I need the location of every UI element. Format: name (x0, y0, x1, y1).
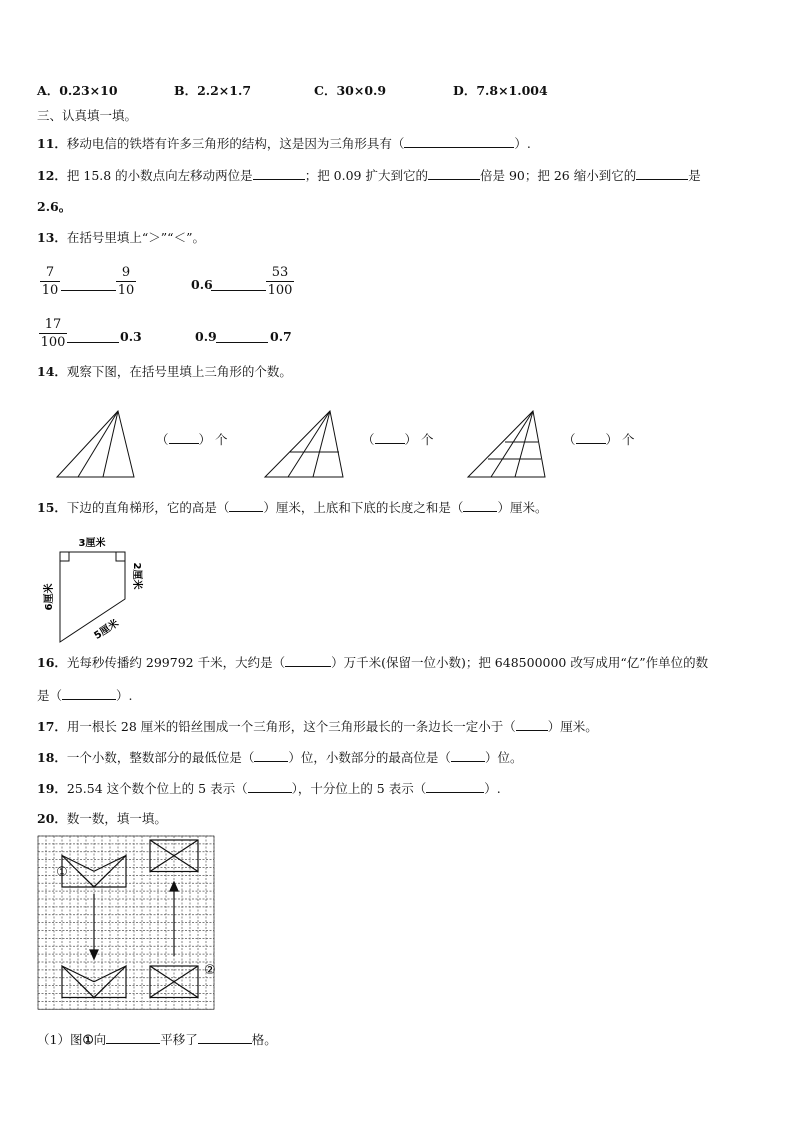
question-11 (37, 134, 531, 153)
question-16 (37, 653, 708, 672)
q20-number: 20． (37, 811, 67, 826)
q13-fraction-7-10 (40, 265, 60, 298)
fraction-numerator: 9 (121, 265, 131, 280)
q18-number: 18． (37, 750, 67, 765)
fraction-numerator: 7 (45, 265, 55, 280)
q15-text-1: 下边的直角梯形，它的高是（ (66, 500, 230, 515)
q16-text-2: ）万千米(保留一位小数)；把 648500000 改写成用“亿”作单位的数 (331, 655, 709, 670)
q20-sub1-text-a: （1）图 (37, 1032, 83, 1047)
q20-sub1-text-b: 向 (93, 1032, 107, 1047)
triangle-figure-2 (265, 411, 343, 477)
q11-number: 11． (37, 136, 67, 151)
fraction-denominator: 100 (267, 283, 293, 298)
q12-blank-1[interactable] (253, 166, 305, 180)
q13-value-0-3: 0.3 (120, 329, 142, 344)
q16-continuation: 是（ ）. (37, 688, 133, 703)
q16-number: 16． (37, 655, 67, 670)
q12-text-4: 是 (688, 168, 701, 183)
label-right-side: 2厘米 (131, 562, 142, 590)
question-12 (37, 166, 701, 185)
q18-text-2: ）位，小数部分的最高位是（ (288, 750, 451, 765)
fraction-denominator: 10 (117, 283, 135, 298)
q17-text-1: 用一根长 28 厘米的铅丝围成一个三角形，这个三角形最长的一条边长一定小于（ (66, 719, 516, 734)
q13-blank-3[interactable] (67, 330, 119, 343)
q18-text-1: 一个小数，整数部分的最低位是（ (66, 750, 255, 765)
q13-fraction-53-100 (266, 265, 294, 298)
figure-label-2: ② (204, 963, 216, 978)
q19-blank-2[interactable] (426, 779, 484, 793)
q19-number: 19． (37, 781, 67, 796)
q12-number: 12． (37, 168, 67, 183)
question-18 (37, 748, 522, 767)
q12-continuation: 2.6。 (37, 199, 72, 214)
triangle-figure-3 (468, 411, 545, 477)
q14-unit-2: 个 (421, 432, 434, 447)
q10-option-c: C．30×0.9 (314, 83, 387, 98)
q15-text-2: ）厘米，上底和下底的长度之和是（ (263, 500, 464, 515)
q11-text: 移动电信的铁塔有许多三角形的结构，这是因为三角形具有（ (66, 136, 405, 151)
q17-text-2: ）厘米。 (547, 719, 598, 734)
question-20 (37, 810, 167, 828)
circled-one-label: ① (82, 1032, 94, 1047)
fraction-numerator: 17 (44, 317, 62, 332)
q15-blank-sum[interactable] (463, 498, 497, 512)
label-top-base: 3厘米 (78, 538, 106, 549)
q14-answer-2: （ ） 个 (362, 432, 434, 447)
q20-sub1-text-d: 格。 (251, 1032, 277, 1047)
q12-text-2: ；把 0.09 扩大到它的 (304, 168, 428, 183)
label-left-height: 6厘米 (44, 583, 55, 611)
q18-blank-1[interactable] (254, 748, 288, 762)
figure-label-1: ① (56, 865, 68, 880)
q14-answer-1: （ ） 个 (156, 432, 228, 447)
q18-text-3: ）位。 (484, 750, 523, 765)
q13-value-0-6: 0.6 (191, 277, 213, 292)
q14-unit-3: 个 (622, 432, 635, 447)
q20-subquestion-1 (37, 1030, 277, 1049)
q14-triangle-figures (0, 405, 794, 505)
question-13 (37, 229, 205, 247)
q15-blank-height[interactable] (229, 498, 263, 512)
q16-text-1: 光每秒传播约 299792 千米，大约是（ (66, 655, 286, 670)
arrow-up-icon (170, 882, 178, 956)
question-15 (37, 498, 547, 517)
q18-blank-2[interactable] (451, 748, 485, 762)
section-title: 三、认真填一填。 (37, 108, 138, 123)
q17-number: 17． (37, 719, 67, 734)
fraction-numerator: 53 (271, 265, 289, 280)
question-17 (37, 717, 598, 736)
q20-translation-grid (38, 836, 238, 1026)
arrow-down-icon (90, 894, 98, 959)
fraction-denominator: 10 (41, 283, 59, 298)
q13-number: 13． (37, 230, 67, 245)
q15-text-3: ）厘米。 (497, 500, 548, 515)
question-19 (37, 779, 501, 798)
q12-blank-3[interactable] (636, 166, 688, 180)
q20-blank-squares[interactable] (198, 1030, 252, 1044)
q14-number: 14． (37, 364, 67, 379)
q12-text-3: 倍是 90；把 26 缩小到它的 (479, 168, 637, 183)
q20-sub1-text-c: 平移了 (160, 1032, 198, 1047)
q14-blank-3[interactable] (576, 430, 606, 444)
q16-blank-2[interactable] (62, 686, 116, 700)
q13-value-0-9: 0.9 (195, 329, 217, 344)
q20-text: 数一数，填一填。 (66, 811, 167, 826)
q10-option-d: D．7.8×1.004 (453, 83, 548, 98)
q13-value-0-7: 0.7 (270, 329, 292, 344)
q13-blank-4[interactable] (216, 330, 268, 343)
q13-blank-1[interactable] (61, 278, 116, 291)
fraction-denominator: 100 (40, 335, 66, 350)
question-14 (37, 363, 292, 381)
q19-text-1: 25.54 这个数个位上的 5 表示（ (66, 781, 248, 796)
q12-text-1: 把 15.8 的小数点向左移动两位是 (66, 168, 253, 183)
q14-unit-1: 个 (215, 432, 228, 447)
q12-blank-2[interactable] (428, 166, 480, 180)
q13-text: 在括号里填上“＞”“＜”。 (66, 230, 205, 245)
q13-blank-2[interactable] (211, 278, 266, 291)
q15-number: 15． (37, 500, 67, 515)
q14-blank-2[interactable] (375, 430, 405, 444)
q13-fraction-9-10 (116, 265, 136, 298)
q20-blank-direction[interactable] (106, 1030, 160, 1044)
label-slant-side: 5厘米 (92, 617, 121, 642)
q19-text-3: ）. (484, 781, 501, 796)
q11-answer-blank[interactable] (404, 134, 514, 148)
q14-answer-3: （ ） 个 (563, 432, 635, 447)
q10-option-b: B．2.2×1.7 (174, 83, 252, 98)
q10-option-a: A．0.23×10 (37, 83, 118, 98)
q14-text: 观察下图，在括号里填上三角形的个数。 (66, 364, 292, 379)
triangle-figure-1 (57, 411, 134, 477)
q17-blank[interactable] (516, 717, 548, 731)
q19-blank-1[interactable] (248, 779, 292, 793)
q11-text-end: ）. (514, 136, 531, 151)
q14-blank-1[interactable] (169, 430, 199, 444)
q13-fraction-17-100 (39, 317, 67, 350)
q19-text-2: ），十分位上的 5 表示（ (291, 781, 427, 796)
q15-trapezoid-figure (30, 530, 190, 650)
q16-blank-1[interactable] (285, 653, 331, 667)
